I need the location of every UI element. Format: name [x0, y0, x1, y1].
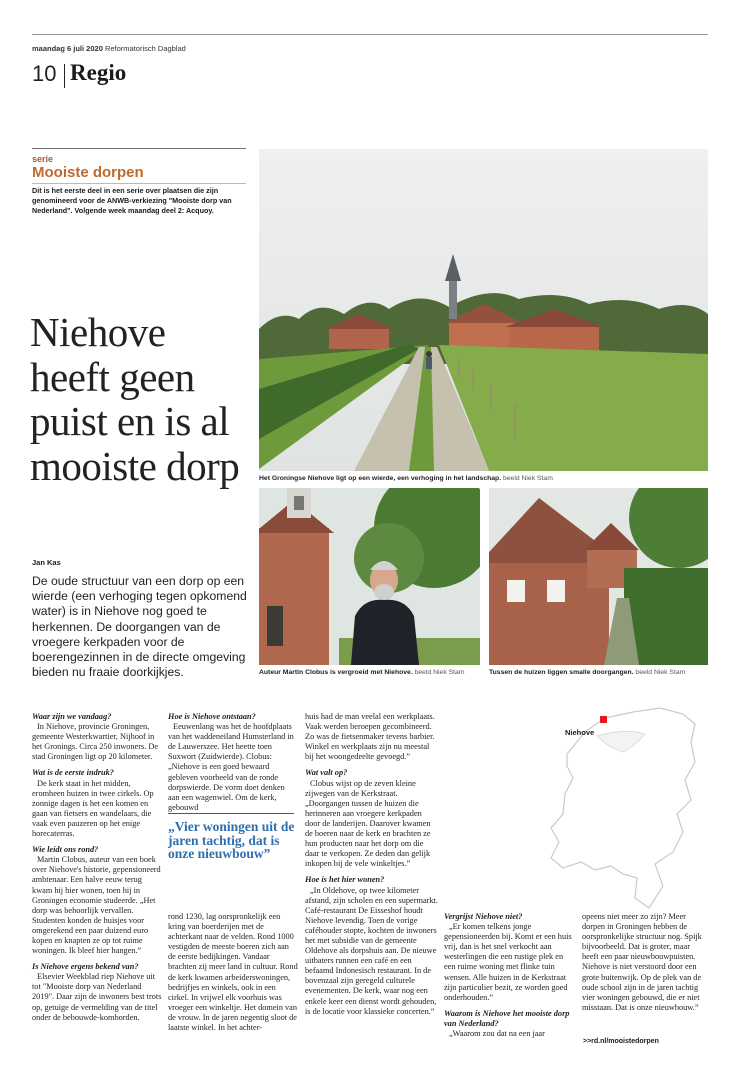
- article-column-5: [582, 912, 708, 1013]
- paragraph: huis had de man veelal een werkplaats. Vaak werden beroepen gecombineerd. Zo was de fietsenmaker tevens barbier. Winkel en werkplaats zijn nu meestal bij het woongedeelte gevoegd.”: [305, 712, 435, 762]
- paragraph: Clobus wijst op de zeven kleine zijwegen van de Kerkstraat. „Doorgangen tussen de huizen die herinneren aan vroegere kerkpaden door de landerijen. Daarover kwamen de boeren naar de kerk en brachten ze hun producten naar het dorp om die daar te verkopen. Ze deden dan gelijk inkopen bij de vele winkeltjes.”: [305, 778, 431, 869]
- question: Waarom is Niehove het mooiste dorp van Nederland?: [444, 1008, 570, 1028]
- pullquote-rule: [168, 813, 294, 814]
- dateline: maandag 6 juli 2020 Reformatorisch Dagblad: [32, 44, 186, 53]
- article-column-3: [305, 712, 438, 1017]
- paragraph: „In Oldehove, op twee kilometer afstand, zijn scholen en een supermarkt. Café-restaurant De Eisseshof houdt Niehove levendig. Toen de vorige caféhouder stopte, kochten de inwoners het met subsidie van de gemeente Oldehove als dorpshuis aan. De nieuwe uitbaters runnen een café en een befaamd Indonesisch restaurant. In de bovenzaal zijn geregeld culturele evenementen. De kerk, waar nog een enkele keer een dienst wordt gehouden, is de locatie voor klassieke concerten.”: [305, 885, 438, 1016]
- map-place-label: Niehove: [565, 728, 595, 737]
- question: Wie leidt ons rond?: [32, 845, 99, 855]
- question: Hoe is Niehove ontstaan?: [168, 712, 256, 721]
- web-link[interactable]: >>rd.nl/mooistedorpen: [583, 1038, 659, 1045]
- headline: Niehove heeft geen puist en is al mooiste dorp: [30, 309, 240, 489]
- portrait-photo-caption: Auteur Martin Clobus is vergroeid met Niehove. beeld Niek Stam: [259, 669, 465, 676]
- question: Is Niehove ergens bekend van?: [32, 962, 139, 972]
- question: Wat is de eerste indruk?: [32, 768, 114, 778]
- page-number: 10: [32, 61, 57, 86]
- paragraph: „Waarom zou dat na een jaar: [449, 1029, 545, 1039]
- page-divider: [64, 64, 65, 88]
- paragraph: In Niehove, provincie Groningen, gemeente Westerkwartier, Nijhoof in het Gronings. Circa 250 inwoners. De stad Groningen ligt op 20 kilometer.: [32, 722, 159, 762]
- paragraph: opeens niet meer zo zijn? Meer dorpen in Groningen hebben de oorspronkelijke structuur nog. Spijk bijvoorbeeld. Dat is groter, maar heeft een paar nieuwbouwpuisten. Niehove is niet verstoord door een grote buitenwijk. Op de plek van de oude school zijn in de jaren tachtig vier woningen gebouwd, die er niet misstaan. Dat is onze nieuwbouw.”: [582, 912, 702, 1012]
- serie-label: serie: [32, 154, 54, 164]
- main-photo: [259, 149, 708, 471]
- paragraph: „Er komen telkens jonge gepensioneerden bij. Komt er een huis vrij, dan is het snel verkocht aan westerlingen die een rustige plek en een ruime woning met flinke tuin wensen. Alle huizen in de Kerkstraat zijn particulier bezit, ze worden goed onderhouden.”: [444, 922, 572, 1002]
- section-title: Regio: [70, 60, 127, 85]
- question: Vergrijst Niehove niet?: [444, 912, 523, 921]
- top-rule: [32, 34, 708, 35]
- paragraph: Eeuwenlang was het de hoofdplaats van het waddeneiland Humsterland in de Lauwerszee. Het heette toen Suxwort (Zuidwierde). Clobus: „Niehove is een goed bewaard gebleven voorbeeld van de ronde dorpswierde. De vorm doet denken aan een wagenwiel. Om de kerk, gebouwd: [168, 722, 294, 812]
- houses-photo: [489, 488, 708, 665]
- serie-intro: Dit is het eerste deel in een serie over plaatsen die zijn genomineerd voor de ANWB-verkiezing "Mooiste dorp van Nederland". Volgende week maandag deel 2: Acquoy.: [32, 186, 232, 215]
- serie-title: Mooiste dorpen: [32, 164, 144, 181]
- paragraph: De kerk staat in het midden, eromheen huizen in twee cirkels. Op zonnige dagen is het een komen en gaan van fietsers en wandelaars, die vaak even pauzeren op het enige horecaterras.: [32, 778, 154, 839]
- article-column-4: [444, 912, 574, 1039]
- houses-photo-caption: Tussen de huizen liggen smalle doorgangen. beeld Niek Stam: [489, 669, 686, 676]
- paragraph: Martin Clobus, auteur van een boek over Niehove's historie, gepensioneerd ambtenaar. Een halve eeuw terug kwam hij hier wonen, toen hij in Groningen economie studeerde. „Het dorp was behoorlijk vervallen. Studenten konden de huisjes voor omgerekend een paar duizend euro kopen en knapten ze op tot ruime woningen. Ik bleef hier hangen.”: [32, 855, 161, 956]
- lead-paragraph: De oude structuur van een dorp op een wierde (een verhoging tegen opkomend water) is in Niehove nog goed te herkennen. De doorgangen van de vroegere kerkpaden voor de boerengezinnen in de directe omgeving bieden nu fraaie doorkijkjes.: [32, 574, 247, 680]
- byline: Jan Kas: [32, 558, 61, 567]
- serie-rule: [32, 183, 246, 184]
- article-column-2-top: [168, 712, 298, 813]
- paragraph: Elsevier Weekblad riep Niehove uit tot "Mooiste dorp van Nederland 2019". Daar zijn de inwoners best trots op, getuige de vermelding van de titel onder de bebouwde-komborden.: [32, 972, 162, 1022]
- question: Wat valt op?: [305, 768, 348, 778]
- article-column-1: [32, 712, 162, 1023]
- portrait-photo: [259, 488, 480, 665]
- main-photo-caption: Het Groningse Niehove ligt op een wierde, een verhoging in het landschap. beeld Niek Stam: [259, 475, 553, 482]
- question: Waar zijn we vandaag?: [32, 712, 112, 721]
- paragraph: rond 1230, lag oorspronkelijk een kring van boerderijen met de achterkant naar de velden. Rond 1000 vestigden de meeste boeren zich aan de eerste bedijkingen. Vandaar brachten zij meer land in cultuur. Rond de kerk kwamen arbeiderswoningen, bedrijfjes en winkels, ook in een cirkel. In vrijwel elk voorhuis was vroeger een winkeltje. Het domein van de vrouw. In de jaren negentig sloot de laatste winkel. In het achter-: [168, 912, 298, 1033]
- article-column-2-bottom: [168, 912, 298, 1033]
- question: Hoe is het hier wonen?: [305, 875, 385, 885]
- pullquote: „Vier woningen uit de jaren tachtig, dat is onze nieuwbouw”: [168, 819, 295, 861]
- serie-rule: [32, 148, 246, 149]
